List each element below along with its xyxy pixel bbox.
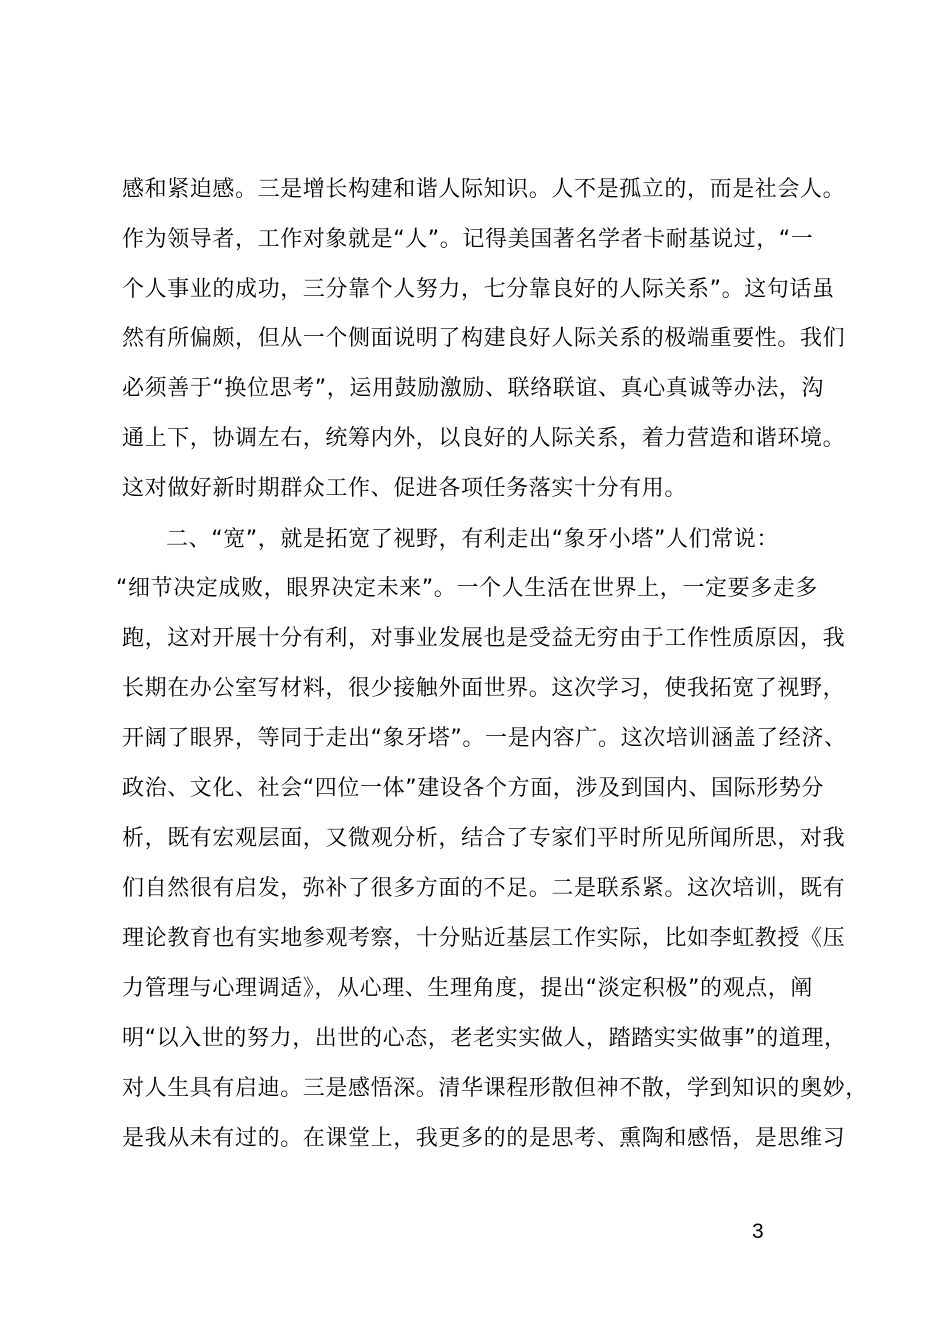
text-line: 是我从未有过的。在课堂上，我更多的的是思考、熏陶和感悟，是思维习 [122,1126,846,1151]
text-line: 析，既有宏观层面，又微观分析，结合了专家们平时所见所闻所思，对我 [122,826,846,851]
text-line: 长期在办公室写材料，很少接触外面世界。这次学习，使我拓宽了视野， [122,676,846,701]
text-line: “细节决定成败，眼界决定未来”。一个人生活在世界上，一定要多走多 [116,576,818,601]
text-line: 然有所偏颇，但从一个侧面说明了构建良好人际关系的极端重要性。我们 [122,326,846,351]
text-line: 明“以入世的努力，出世的心态，老老实实做人，踏踏实实做事”的道理， [122,1026,847,1051]
text-line: 必须善于“换位思考”，运用鼓励激励、联络联谊、真心真诚等办法，沟 [122,376,824,401]
text-line: 通上下，协调左右，统筹内外，以良好的人际关系，着力营造和谐环境。 [122,426,846,451]
page-number: 3 [752,1220,764,1243]
text-line: 作为领导者，工作对象就是“人”。记得美国著名学者卡耐基说过，“一 [122,227,814,252]
paragraph-heading-line: 二、“宽”，就是拓宽了视野，有利走出“象牙小塔”人们常说： [166,527,779,552]
text-line: 跑，这对开展十分有利，对事业发展也是受益无穷由于工作性质原因，我 [122,626,846,651]
text-line: 开阔了眼界，等同于走出“象牙塔”。一是内容广。这次培训涵盖了经济、 [122,726,847,751]
text-line: 这对做好新时期群众工作、促进各项任务落实十分有用。 [122,476,688,501]
text-line: 个人事业的成功，三分靠个人努力，七分靠良好的人际关系”。这句话虽 [122,277,835,302]
text-line: 对人生具有启迪。三是感悟深。清华课程形散但神不散，学到知识的奥妙， [122,1076,868,1101]
text-line: 感和紧迫感。三是增长构建和谐人际知识。人不是孤立的，而是社会人。 [122,177,846,202]
text-line: 政治、文化、社会“四位一体”建设各个方面，涉及到国内、国际形势分 [122,776,824,801]
text-line: 们自然很有启发，弥补了很多方面的不足。二是联系紧。这次培训，既有 [122,876,846,901]
text-line: 力管理与心理调适》，从心理、生理角度，提出“淡定积极”的观点，阐 [122,976,813,1001]
text-line: 理论教育也有实地参观考察，十分贴近基层工作实际，比如李虹教授《压 [122,926,846,951]
